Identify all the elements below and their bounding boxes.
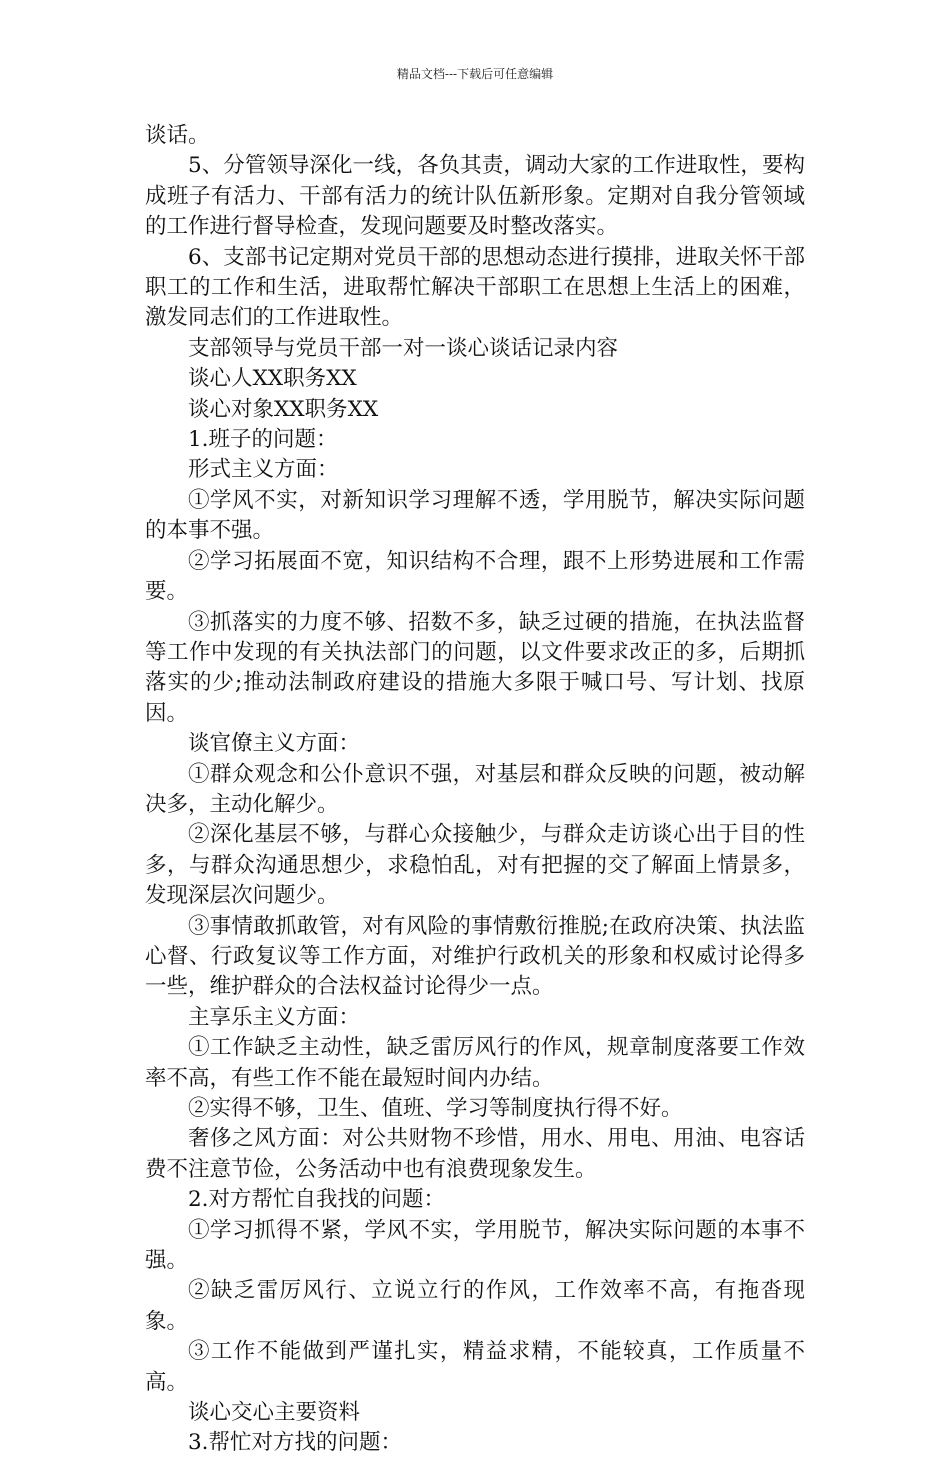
subsection-heading: 谈官僚主义方面： — [188, 731, 361, 757]
paragraph: 5、分管领导深化一线，各负其责，调动大家的工作进取性，要构成班子有活力、干部有活力的统计队伍新形象。定期对自我分管领域的工作进行督导检查，发现问题要及时整改落实。 — [145, 153, 805, 240]
paragraph: ①群众观念和公仆意识不强，对基层和群众反映的问题，被动解决多，主动化解少。 — [145, 761, 805, 817]
paragraph: ①工作缺乏主动性，缺乏雷厉风行的作风，规章制度落要工作效率不高，有些工作不能在最短时间内办结。 — [145, 1035, 805, 1091]
interviewer-line: 谈心人XX职务XX — [188, 366, 357, 392]
paragraph: ②深化基层不够，与群心众接触少，与群众走访谈心出于目的性多，与群众沟通思想少，求稳怕乱，对有把握的交了解面上情景多，发现深层次问题少。 — [145, 822, 805, 909]
paragraph: 谈话。 — [145, 123, 210, 148]
subsection-heading: 谈心交心主要资料 — [188, 1400, 361, 1426]
section-title: 支部领导与党员干部一对一谈心谈话记录内容 — [188, 335, 619, 361]
interviewee-line: 谈心对象XX职务XX — [188, 396, 379, 422]
paragraph: ②缺乏雷厉风行、立说立行的作风，工作效率不高，有拖沓现象。 — [145, 1278, 805, 1334]
section-heading: 3.帮忙对方找的问题： — [188, 1430, 403, 1456]
section-heading: 1.班子的问题： — [188, 427, 338, 453]
document-body — [145, 121, 805, 1459]
subsection-heading: 主享乐主义方面： — [188, 1004, 361, 1030]
section-heading: 2.对方帮忙自我找的问题： — [188, 1187, 446, 1213]
subsection-heading: 形式主义方面： — [188, 457, 339, 483]
paragraph: ②学习拓展面不宽，知识结构不合理，跟不上形势进展和工作需要。 — [145, 548, 805, 605]
paragraph: ②实得不够，卫生、值班、学习等制度执行得不好。 — [188, 1096, 683, 1121]
paragraph: ③工作不能做到严谨扎实，精益求精，不能较真，工作质量不高。 — [145, 1339, 805, 1395]
paragraph: ①学风不实，对新知识学习理解不透，学用脱节，解决实际问题的本事不强。 — [145, 487, 805, 544]
paragraph: ③抓落实的力度不够、招数不多，缺乏过硬的措施，在执法监督等工作中发现的有关执法部门的问题，以文件要求改正的多，后期抓落实的少;推动法制政府建设的措施大多限于喊口号、写计划、找原因。 — [145, 609, 805, 726]
page-header: 精品文档---下载后可任意编辑 — [396, 67, 554, 81]
paragraph: 6、支部书记定期对党员干部的思想动态进行摸排，进取关怀干部职工的工作和生活，进取帮忙解决干部职工在思想上生活上的困难，激发同志们的工作进取性。 — [145, 244, 805, 331]
paragraph: ③事情敢抓敢管，对有风险的事情敷衍推脱;在政府决策、执法监心督、行政复议等工作方面，对维护行政机关的形象和权威讨论得多一些，维护群众的合法权益讨论得少一点。 — [145, 913, 805, 1000]
paragraph: 奢侈之风方面：对公共财物不珍惜，用水、用电、用油、电容话费不注意节俭，公务活动中也有浪费现象发生。 — [145, 1126, 805, 1182]
paragraph: ①学习抓得不紧，学风不实，学用脱节，解决实际问题的本事不强。 — [145, 1217, 805, 1274]
